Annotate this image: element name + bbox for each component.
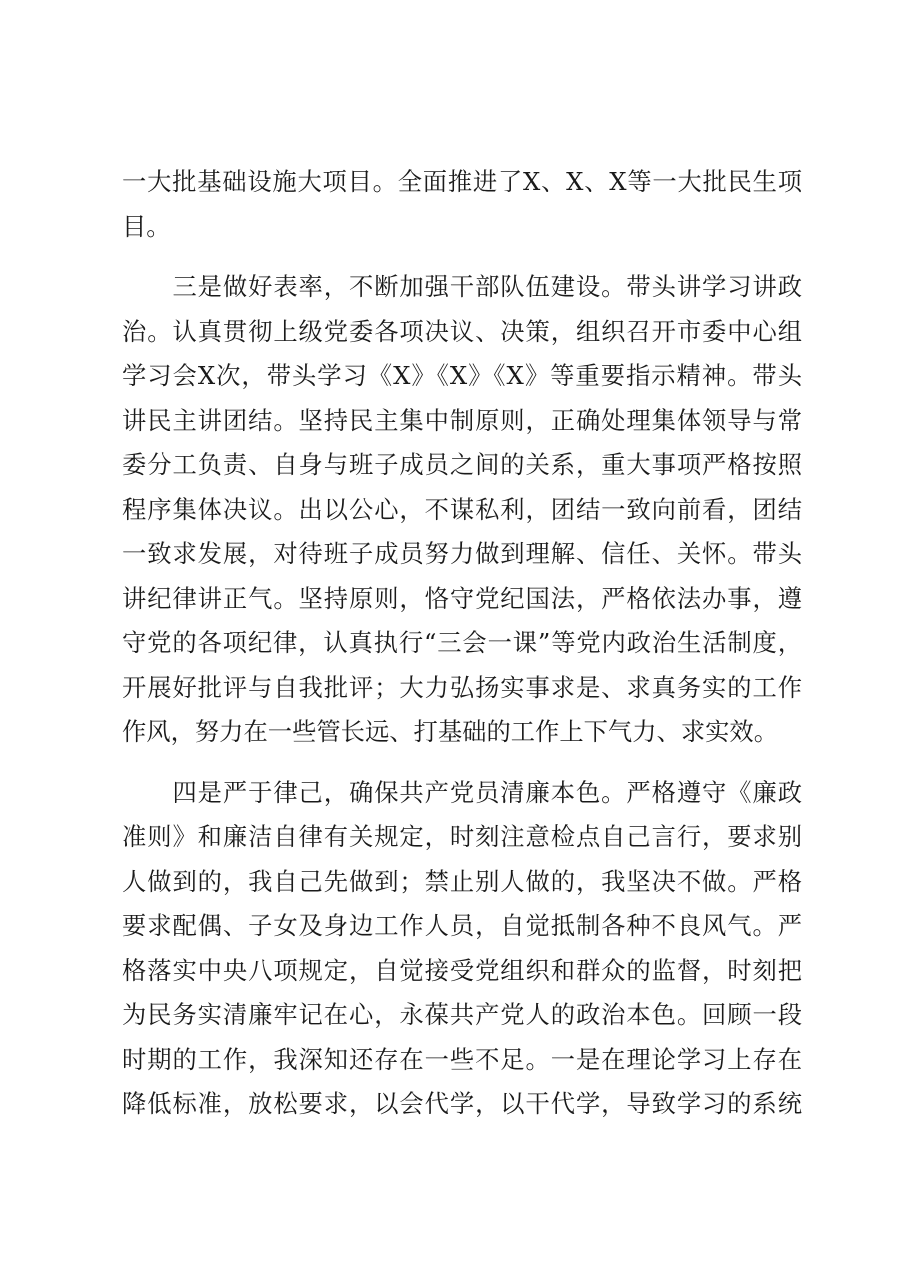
text-line: 委分工负责、自身与班子成员之间的关系，重大事项严格按照 (122, 450, 802, 479)
text-line: 一致求发展，对待班子成员努力做到理解、信任、关怀。带头 (122, 539, 802, 568)
text-line: 作风，努力在一些管长远、打基础的工作上下气力、求实效。 (122, 717, 779, 746)
text-line: 降低标准，放松要求，以会代学，以干代学，导致学习的系统 (122, 1089, 802, 1118)
text-line: 四是严于律己，确保共产党员清廉本色。严格遵守《廉政 (122, 777, 802, 807)
text-line: 开展好批评与自我批评；大力弘扬实事求是、求真务实的工作 (122, 672, 802, 702)
text-line: 讲纪律讲正气。坚持原则，恪守党纪国法，严格依法办事，遵 (122, 583, 802, 613)
paragraph-2 (122, 265, 802, 755)
text-line: 目。 (122, 211, 171, 241)
text-line: 人做到的，我自己先做到；禁止别人做的，我坚决不做。严格 (122, 866, 802, 896)
text-line: 治。认真贯彻上级党委各项决议、决策，组织召开市委中心组 (122, 316, 802, 346)
paragraph-3 (122, 771, 802, 1127)
text-line: 讲民主讲团结。坚持民主集中制原则，正确处理集体领导与常 (122, 405, 802, 435)
paragraph-1 (122, 160, 802, 249)
text-line: 一大批基础设施大项目。全面推进了X、X、X等一大批民生项 (122, 167, 802, 196)
document-body (122, 160, 802, 1127)
text-line: 准则》和廉洁自律有关规定，时刻注意检点自己言行，要求别 (122, 822, 802, 851)
text-line: 程序集体决议。出以公心，不谋私利，团结一致向前看，团结 (122, 494, 802, 524)
text-line: 三是做好表率，不断加强干部队伍建设。带头讲学习讲政 (122, 272, 802, 301)
text-line: 守党的各项纪律，认真执行“三会一课”等党内政治生活制度， (122, 628, 802, 657)
text-line: 要求配偶、子女及身边工作人员，自觉抵制各种不良风气。严 (122, 911, 802, 940)
text-line: 格落实中央八项规定，自觉接受党组织和群众的监督，时刻把 (122, 955, 802, 985)
text-line: 学习会X次，带头学习《X》《X》《X》等重要指示精神。带头 (122, 361, 802, 390)
text-line: 时期的工作，我深知还存在一些不足。一是在理论学习上存在 (122, 1044, 802, 1074)
text-line: 为民务实清廉牢记在心，永葆共产党人的政治本色。回顾一段 (122, 1000, 802, 1029)
